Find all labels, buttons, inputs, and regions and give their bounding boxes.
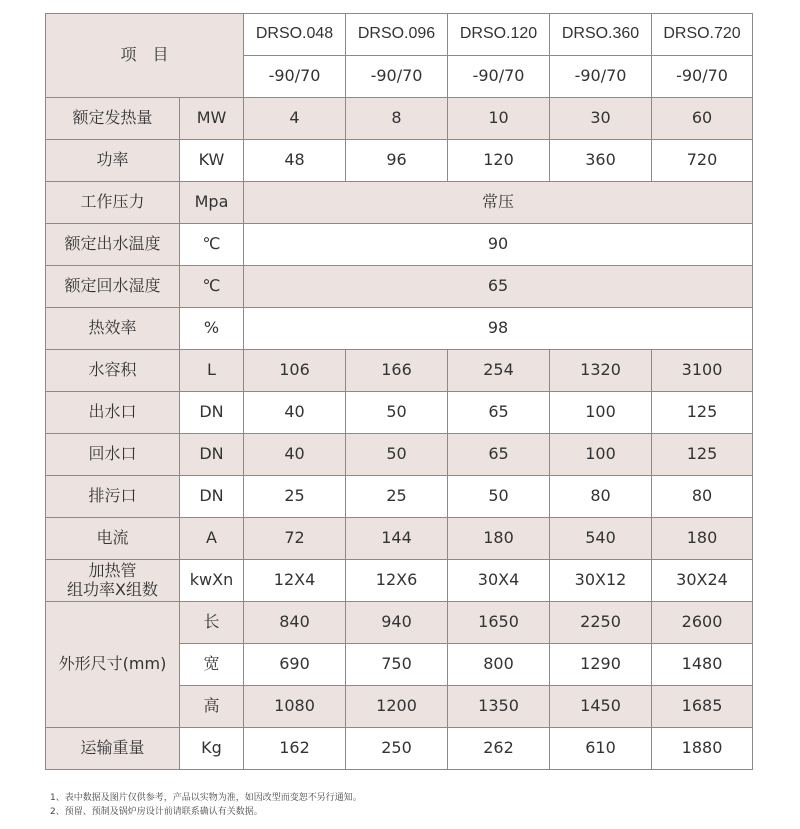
cell-value: 360 — [550, 140, 652, 182]
row-label: 额定发热量 — [46, 98, 180, 140]
cell-value: 8 — [346, 98, 448, 140]
cell-value: 720 — [652, 140, 753, 182]
row-unit: Mpa — [180, 182, 244, 224]
table-row — [46, 350, 753, 392]
model-header: DRSO.360 — [550, 14, 652, 56]
row-unit: 长 — [180, 602, 244, 644]
cell-value: 166 — [346, 350, 448, 392]
table-row — [46, 224, 753, 266]
cell-value: 1290 — [550, 644, 652, 686]
cell-value: 90 — [244, 224, 753, 266]
table-row — [46, 392, 753, 434]
cell-value: 180 — [448, 518, 550, 560]
cell-value: 65 — [244, 266, 753, 308]
row-label: 额定出水温度 — [46, 224, 180, 266]
cell-value: 25 — [244, 476, 346, 518]
cell-value: 常压 — [244, 182, 753, 224]
row-unit: DN — [180, 434, 244, 476]
cell-value: 4 — [244, 98, 346, 140]
cell-value: 30X24 — [652, 560, 753, 602]
cell-value: 12X6 — [346, 560, 448, 602]
cell-value: 72 — [244, 518, 346, 560]
cell-value: 30X4 — [448, 560, 550, 602]
cell-value: 98 — [244, 308, 753, 350]
cell-value: 1320 — [550, 350, 652, 392]
row-unit: 宽 — [180, 644, 244, 686]
cell-value: 2250 — [550, 602, 652, 644]
footnotes — [50, 791, 362, 819]
cell-value: 1200 — [346, 686, 448, 728]
row-label: 外形尺寸(mm) — [46, 602, 180, 728]
cell-value: 120 — [448, 140, 550, 182]
row-unit: DN — [180, 476, 244, 518]
footnote: 1、表中数据及图片仅供参考，产品以实物为准，如因改型而变恕不另行通知。 — [50, 793, 362, 803]
cell-value: 30 — [550, 98, 652, 140]
row-label: 水容积 — [46, 350, 180, 392]
cell-value: 2600 — [652, 602, 753, 644]
cell-value: 1650 — [448, 602, 550, 644]
table-row — [46, 182, 753, 224]
row-label: 功率 — [46, 140, 180, 182]
row-unit: KW — [180, 140, 244, 182]
cell-value: 750 — [346, 644, 448, 686]
model-header: DRSO.120 — [448, 14, 550, 56]
row-label: 排污口 — [46, 476, 180, 518]
footnote: 2、预留、预制及锅炉房设计前请联系确认有关数据。 — [50, 807, 263, 817]
cell-value: 50 — [448, 476, 550, 518]
row-unit: L — [180, 350, 244, 392]
cell-value: 80 — [550, 476, 652, 518]
row-unit: Kg — [180, 728, 244, 770]
temp-header: -90/70 — [652, 56, 753, 98]
cell-value: 100 — [550, 392, 652, 434]
cell-value: 1880 — [652, 728, 753, 770]
cell-value: 65 — [448, 392, 550, 434]
cell-value: 125 — [652, 434, 753, 476]
cell-value: 254 — [448, 350, 550, 392]
row-label: 热效率 — [46, 308, 180, 350]
row-label: 工作压力 — [46, 182, 180, 224]
row-unit: DN — [180, 392, 244, 434]
cell-value: 50 — [346, 392, 448, 434]
table-row — [46, 140, 753, 182]
row-label: 额定回水湿度 — [46, 266, 180, 308]
cell-value: 60 — [652, 98, 753, 140]
cell-value: 96 — [346, 140, 448, 182]
row-label: 出水口 — [46, 392, 180, 434]
cell-value: 250 — [346, 728, 448, 770]
cell-value: 100 — [550, 434, 652, 476]
temp-header: -90/70 — [346, 56, 448, 98]
cell-value: 125 — [652, 392, 753, 434]
row-label: 运输重量 — [46, 728, 180, 770]
table-row — [46, 266, 753, 308]
cell-value: 48 — [244, 140, 346, 182]
cell-value: 65 — [448, 434, 550, 476]
table-row — [46, 728, 753, 770]
row-unit: 高 — [180, 686, 244, 728]
row-unit: kwXn — [180, 560, 244, 602]
cell-value: 800 — [448, 644, 550, 686]
cell-value: 1350 — [448, 686, 550, 728]
cell-value: 162 — [244, 728, 346, 770]
cell-value: 940 — [346, 602, 448, 644]
cell-value: 144 — [346, 518, 448, 560]
row-unit: A — [180, 518, 244, 560]
table-row — [46, 476, 753, 518]
cell-value: 12X4 — [244, 560, 346, 602]
temp-header: -90/70 — [550, 56, 652, 98]
row-unit: ℃ — [180, 224, 244, 266]
cell-value: 106 — [244, 350, 346, 392]
table-row — [46, 560, 753, 602]
cell-value: 25 — [346, 476, 448, 518]
row-label — [46, 560, 180, 602]
cell-value: 3100 — [652, 350, 753, 392]
cell-value: 1480 — [652, 644, 753, 686]
table-row — [46, 98, 753, 140]
table-row — [46, 602, 753, 644]
cell-value: 540 — [550, 518, 652, 560]
model-header: DRSO.096 — [346, 14, 448, 56]
cell-value: 80 — [652, 476, 753, 518]
cell-value: 262 — [448, 728, 550, 770]
table-row — [46, 518, 753, 560]
row-unit: MW — [180, 98, 244, 140]
cell-value: 690 — [244, 644, 346, 686]
table-row — [46, 308, 753, 350]
row-label-line: 组功率X组数 — [67, 579, 158, 599]
temp-header: -90/70 — [244, 56, 346, 98]
cell-value: 1450 — [550, 686, 652, 728]
row-label: 回水口 — [46, 434, 180, 476]
cell-value: 50 — [346, 434, 448, 476]
cell-value: 1080 — [244, 686, 346, 728]
model-header: DRSO.048 — [244, 14, 346, 56]
table-row — [46, 434, 753, 476]
cell-value: 10 — [448, 98, 550, 140]
spec-table — [45, 13, 753, 770]
cell-value: 40 — [244, 392, 346, 434]
temp-header: -90/70 — [448, 56, 550, 98]
row-unit: % — [180, 308, 244, 350]
row-label-line: 加热管 — [88, 561, 137, 581]
model-header: DRSO.720 — [652, 14, 753, 56]
cell-value: 40 — [244, 434, 346, 476]
cell-value: 30X12 — [550, 560, 652, 602]
cell-value: 610 — [550, 728, 652, 770]
cell-value: 1685 — [652, 686, 753, 728]
item-header: 项 目 — [46, 14, 244, 98]
row-label: 电流 — [46, 518, 180, 560]
row-unit: ℃ — [180, 266, 244, 308]
cell-value: 840 — [244, 602, 346, 644]
cell-value: 180 — [652, 518, 753, 560]
